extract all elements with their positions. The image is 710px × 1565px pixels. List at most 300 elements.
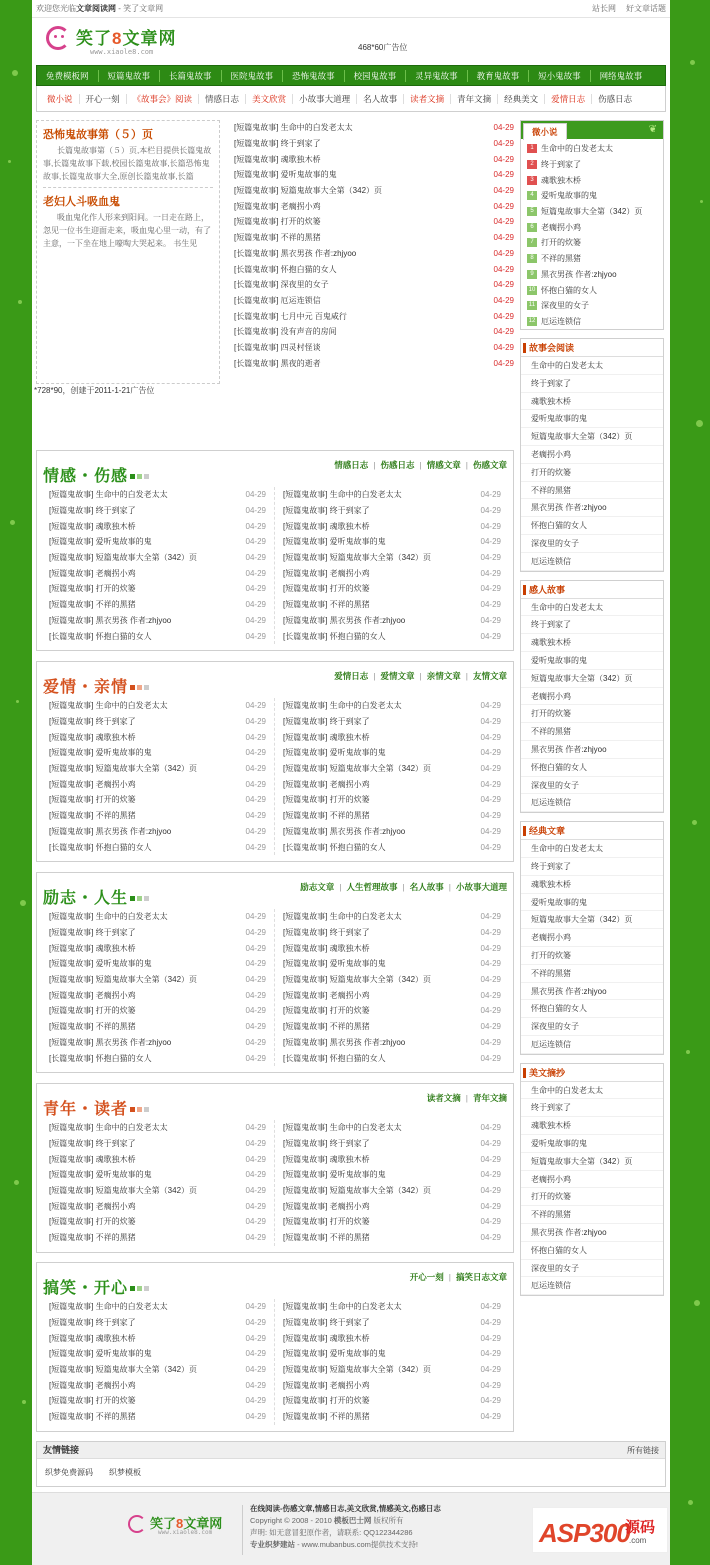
table-row[interactable] — [283, 613, 501, 629]
item-title[interactable]: [短篇鬼故事] 打开的炊篓 — [283, 1217, 370, 1227]
item-title[interactable]: [短篇鬼故事] 魂歌独木桥 — [49, 1333, 136, 1343]
item-title[interactable]: [长篇鬼故事] 四灵村怪谈 — [234, 342, 321, 352]
item-title[interactable]: [短篇鬼故事] 魂歌独木桥 — [283, 521, 370, 531]
section-link[interactable]: 励志文章 — [300, 882, 335, 892]
item-title[interactable]: [短篇鬼故事] 魂歌独木桥 — [49, 521, 136, 531]
item-title[interactable]: [短篇鬼故事] 老瘸拐小鸡 — [283, 1201, 370, 1211]
table-row[interactable] — [49, 940, 266, 956]
item-title[interactable]: [短篇鬼故事] 短篇鬼故事大全第（342）页 — [283, 1365, 432, 1375]
table-row[interactable] — [49, 487, 266, 503]
item-title[interactable]: [短篇鬼故事] 不祥的黑猪 — [49, 600, 136, 610]
list-item[interactable] — [521, 219, 663, 235]
item-title[interactable]: [短篇鬼故事] 生命中的白发老太太 — [283, 1123, 402, 1133]
item-title[interactable]: [短篇鬼故事] 老瘸拐小鸡 — [49, 990, 136, 1000]
item-title[interactable]: [短篇鬼故事] 短篇鬼故事大全第（342）页 — [49, 1186, 198, 1196]
item-title[interactable]: [短篇鬼故事] 生命中的白发老太太 — [283, 912, 402, 922]
section-link[interactable]: 小故事大道理 — [455, 882, 507, 892]
item-title[interactable]: [短篇鬼故事] 老瘸拐小鸡 — [283, 1380, 370, 1390]
item-title[interactable]: [短篇鬼故事] 短篇鬼故事大全第（342）页 — [49, 1365, 198, 1375]
table-row[interactable] — [49, 1393, 266, 1409]
list-item[interactable] — [234, 261, 514, 277]
table-row[interactable] — [49, 698, 266, 714]
sub-nav-item[interactable]: 小故事大道理 — [293, 94, 357, 104]
sub-nav-item[interactable]: 青年文摘 — [451, 94, 498, 104]
item-title[interactable]: [短篇鬼故事] 终于到家了 — [49, 506, 136, 516]
table-row[interactable] — [283, 581, 501, 597]
list-item[interactable]: 不祥的黑猪 — [521, 482, 663, 500]
item-title[interactable]: [短篇鬼故事] 老瘸拐小鸡 — [283, 568, 370, 578]
table-row[interactable] — [283, 698, 501, 714]
list-item[interactable] — [521, 188, 663, 204]
table-row[interactable] — [49, 925, 266, 941]
list-item[interactable]: 终于到家了 — [521, 1099, 663, 1117]
list-item[interactable] — [234, 355, 514, 371]
top-link-topic[interactable]: 好文章话题 — [626, 4, 666, 13]
item-title[interactable]: [短篇鬼故事] 爱听鬼故事的鬼 — [49, 1170, 152, 1180]
table-row[interactable] — [283, 792, 501, 808]
list-item[interactable] — [234, 151, 514, 167]
item-title[interactable]: [短篇鬼故事] 打开的炊篓 — [283, 1006, 370, 1016]
item-title[interactable]: [短篇鬼故事] 短篇鬼故事大全第（342）页 — [234, 186, 383, 196]
list-item[interactable]: 老瘸拐小鸡 — [521, 929, 663, 947]
main-nav-item[interactable]: 灵异鬼故事 — [406, 70, 468, 82]
item-title[interactable]: [短篇鬼故事] 生命中的白发老太太 — [234, 123, 353, 133]
list-item[interactable] — [234, 308, 514, 324]
list-item[interactable]: 短篇鬼故事大全第（342）页 — [521, 428, 663, 446]
sub-nav-item[interactable]: 经典美文 — [498, 94, 545, 104]
section-link[interactable]: 爱情文章 — [380, 671, 415, 681]
table-row[interactable] — [49, 1167, 266, 1183]
item-title[interactable]: [短篇鬼故事] 不祥的黑猪 — [283, 811, 370, 821]
item-title[interactable]: [长篇鬼故事] 七月中元 百鬼咸行 — [234, 311, 347, 321]
list-item[interactable]: 终于到家了 — [521, 375, 663, 393]
sub-nav-item[interactable]: 微小说 — [41, 94, 80, 104]
item-title[interactable]: [短篇鬼故事] 终于到家了 — [234, 139, 321, 149]
table-row[interactable] — [49, 1315, 266, 1331]
item-title[interactable]: [短篇鬼故事] 黑衣男孩 作者:zhjyoo — [49, 615, 172, 625]
item-title[interactable]: [短篇鬼故事] 生命中的白发老太太 — [283, 701, 402, 711]
list-item[interactable]: 生命中的白发老太太 — [521, 840, 663, 858]
item-title[interactable]: [短篇鬼故事] 不祥的黑猪 — [49, 811, 136, 821]
section-link[interactable]: 开心一刻 — [409, 1272, 444, 1282]
list-item[interactable]: 生命中的白发老太太 — [521, 599, 663, 617]
list-item[interactable]: 老瘸拐小鸡 — [521, 446, 663, 464]
section-title[interactable] — [43, 463, 149, 486]
table-row[interactable] — [49, 761, 266, 777]
list-item[interactable]: 厄运连锁信 — [521, 794, 663, 812]
list-item[interactable] — [521, 282, 663, 298]
list-item[interactable]: 短篇鬼故事大全第（342）页 — [521, 1153, 663, 1171]
friend-link[interactable]: 织梦模板 — [109, 1468, 141, 1477]
item-title[interactable]: [短篇鬼故事] 打开的炊篓 — [49, 1217, 136, 1227]
section-link[interactable]: 名人故事 — [409, 882, 444, 892]
list-item[interactable] — [521, 172, 663, 188]
table-row[interactable] — [283, 1183, 501, 1199]
table-row[interactable] — [283, 1230, 501, 1246]
item-title[interactable]: [短篇鬼故事] 爱听鬼故事的鬼 — [283, 1349, 386, 1359]
item-title[interactable]: [短篇鬼故事] 魂歌独木桥 — [283, 943, 370, 953]
item-title[interactable]: [长篇鬼故事] 怀抱白猫的女人 — [49, 842, 152, 852]
table-row[interactable] — [49, 518, 266, 534]
item-title[interactable]: [短篇鬼故事] 短篇鬼故事大全第（342）页 — [283, 1186, 432, 1196]
table-row[interactable] — [49, 581, 266, 597]
item-title[interactable]: [短篇鬼故事] 爱听鬼故事的鬼 — [49, 959, 152, 969]
list-item[interactable]: 打开的炊篓 — [521, 464, 663, 482]
table-row[interactable] — [49, 808, 266, 824]
item-title[interactable]: [短篇鬼故事] 黑衣男孩 作者:zhjyoo — [49, 826, 172, 836]
table-row[interactable] — [283, 1003, 501, 1019]
main-nav-item[interactable]: 免费模板网 — [37, 70, 99, 82]
table-row[interactable] — [49, 1050, 266, 1066]
table-row[interactable] — [283, 565, 501, 581]
item-title[interactable]: 黑衣男孩 作者:zhjyoo — [541, 269, 617, 279]
section-link[interactable]: 搞笑日志文章 — [455, 1272, 507, 1282]
list-item[interactable] — [521, 251, 663, 267]
item-title[interactable]: [短篇鬼故事] 不祥的黑猪 — [283, 1022, 370, 1032]
list-item[interactable]: 黑衣男孩 作者:zhjyoo — [521, 1224, 663, 1242]
sub-nav-item[interactable]: 情感日志 — [199, 94, 246, 104]
list-item[interactable] — [234, 214, 514, 230]
list-item[interactable]: 深夜里的女子 — [521, 777, 663, 795]
table-row[interactable] — [283, 1198, 501, 1214]
list-item[interactable] — [234, 340, 514, 356]
section-link[interactable]: 读者文摘 — [426, 1093, 461, 1103]
item-title[interactable]: 终于到家了 — [541, 160, 581, 170]
table-row[interactable] — [49, 550, 266, 566]
item-title[interactable]: [短篇鬼故事] 打开的炊篓 — [283, 1396, 370, 1406]
item-title[interactable]: [短篇鬼故事] 不祥的黑猪 — [283, 600, 370, 610]
list-item[interactable] — [521, 204, 663, 220]
item-title[interactable]: 爱听鬼故事的鬼 — [541, 191, 597, 201]
table-row[interactable] — [283, 1377, 501, 1393]
item-title[interactable]: 生命中的白发老太太 — [541, 144, 613, 154]
list-item[interactable] — [521, 157, 663, 173]
table-row[interactable] — [49, 597, 266, 613]
sidebar-box-title[interactable]: 故事会阅读 — [521, 339, 663, 357]
item-title[interactable]: 怀抱白猫的女人 — [541, 285, 597, 295]
list-item[interactable] — [234, 293, 514, 309]
table-row[interactable] — [283, 761, 501, 777]
table-row[interactable] — [49, 1019, 266, 1035]
list-item[interactable] — [234, 246, 514, 262]
item-title[interactable]: [短篇鬼故事] 不祥的黑猪 — [283, 1412, 370, 1422]
table-row[interactable] — [49, 1214, 266, 1230]
item-title[interactable]: [短篇鬼故事] 黑衣男孩 作者:zhjyoo — [283, 615, 406, 625]
item-title[interactable]: [短篇鬼故事] 短篇鬼故事大全第（342）页 — [49, 975, 198, 985]
item-title[interactable]: 短篇鬼故事大全第（342）页 — [541, 207, 643, 217]
table-row[interactable] — [283, 1299, 501, 1315]
list-item[interactable]: 不祥的黑猪 — [521, 965, 663, 983]
table-row[interactable] — [49, 729, 266, 745]
item-title[interactable]: [短篇鬼故事] 黑衣男孩 作者:zhjyoo — [283, 826, 406, 836]
item-title[interactable]: [短篇鬼故事] 终于到家了 — [49, 1139, 136, 1149]
table-row[interactable] — [49, 1409, 266, 1425]
item-title[interactable]: [短篇鬼故事] 爱听鬼故事的鬼 — [283, 748, 386, 758]
sub-nav-item[interactable]: 名人故事 — [357, 94, 404, 104]
list-item[interactable]: 魂歌独木桥 — [521, 634, 663, 652]
item-title[interactable]: [短篇鬼故事] 爱听鬼故事的鬼 — [283, 959, 386, 969]
list-item[interactable]: 深夜里的女子 — [521, 1018, 663, 1036]
item-title[interactable]: [长篇鬼故事] 没有声音的房间 — [234, 327, 337, 337]
list-item[interactable]: 魂歌独木桥 — [521, 876, 663, 894]
item-title[interactable]: [短篇鬼故事] 不祥的黑猪 — [234, 233, 321, 243]
table-row[interactable] — [49, 1330, 266, 1346]
table-row[interactable] — [283, 1214, 501, 1230]
list-item[interactable]: 打开的炊篓 — [521, 947, 663, 965]
item-title[interactable]: [短篇鬼故事] 打开的炊篓 — [49, 1396, 136, 1406]
list-item[interactable] — [521, 314, 663, 330]
table-row[interactable] — [283, 518, 501, 534]
table-row[interactable] — [283, 956, 501, 972]
list-item[interactable]: 怀抱白猫的女人 — [521, 1000, 663, 1018]
table-row[interactable] — [283, 1136, 501, 1152]
section-link[interactable]: 人生哲理故事 — [346, 882, 398, 892]
list-item[interactable] — [521, 298, 663, 314]
item-title[interactable]: [短篇鬼故事] 老瘸拐小鸡 — [49, 1201, 136, 1211]
item-title[interactable]: [短篇鬼故事] 终于到家了 — [283, 506, 370, 516]
table-row[interactable] — [283, 1362, 501, 1378]
section-title[interactable] — [43, 1275, 149, 1298]
table-row[interactable] — [283, 745, 501, 761]
table-row[interactable] — [49, 987, 266, 1003]
item-title[interactable]: [短篇鬼故事] 老瘸拐小鸡 — [49, 568, 136, 578]
item-title[interactable]: 厄运连锁信 — [541, 316, 581, 326]
item-title[interactable]: [短篇鬼故事] 终于到家了 — [49, 928, 136, 938]
table-row[interactable] — [283, 503, 501, 519]
list-item[interactable]: 老瘸拐小鸡 — [521, 688, 663, 706]
list-item[interactable]: 爱听鬼故事的鬼 — [521, 1135, 663, 1153]
section-link[interactable]: 亲情文章 — [426, 671, 461, 681]
main-nav-item[interactable]: 短篇鬼故事 — [99, 70, 161, 82]
sidebar-box-title[interactable]: 经典文章 — [521, 822, 663, 840]
table-row[interactable] — [283, 729, 501, 745]
list-item[interactable] — [234, 198, 514, 214]
item-title[interactable]: [长篇鬼故事] 怀抱白猫的女人 — [283, 631, 386, 641]
table-row[interactable] — [283, 972, 501, 988]
item-title[interactable]: [长篇鬼故事] 黑衣男孩 作者:zhjyoo — [234, 248, 357, 258]
item-title[interactable]: [短篇鬼故事] 终于到家了 — [283, 928, 370, 938]
table-row[interactable] — [49, 1183, 266, 1199]
list-item[interactable] — [234, 136, 514, 152]
section-link[interactable]: 爱情日志 — [334, 671, 369, 681]
item-title[interactable]: [短篇鬼故事] 不祥的黑猪 — [49, 1412, 136, 1422]
list-item[interactable]: 怀抱白猫的女人 — [521, 759, 663, 777]
table-row[interactable] — [283, 839, 501, 855]
item-title[interactable]: [短篇鬼故事] 老瘸拐小鸡 — [283, 990, 370, 1000]
item-title[interactable]: [短篇鬼故事] 爱听鬼故事的鬼 — [283, 1170, 386, 1180]
main-nav-item[interactable]: 长篇鬼故事 — [160, 70, 222, 82]
item-title[interactable]: [短篇鬼故事] 打开的炊篓 — [283, 795, 370, 805]
item-title[interactable]: [短篇鬼故事] 爱听鬼故事的鬼 — [234, 170, 337, 180]
main-nav-item[interactable]: 教育鬼故事 — [468, 70, 530, 82]
table-row[interactable] — [283, 776, 501, 792]
list-item[interactable] — [234, 120, 514, 136]
list-item[interactable] — [234, 167, 514, 183]
main-nav-item[interactable]: 校园鬼故事 — [345, 70, 407, 82]
top-link-zhanzhang[interactable]: 站长网 — [592, 4, 616, 13]
featured-title[interactable]: 老妇人斗吸血鬼 — [43, 196, 120, 208]
table-row[interactable] — [283, 534, 501, 550]
list-item[interactable]: 短篇鬼故事大全第（342）页 — [521, 670, 663, 688]
item-title[interactable]: [短篇鬼故事] 魂歌独木桥 — [49, 943, 136, 953]
table-row[interactable] — [49, 972, 266, 988]
item-title[interactable]: [短篇鬼故事] 打开的炊篓 — [49, 1006, 136, 1016]
list-item[interactable]: 深夜里的女子 — [521, 1260, 663, 1278]
table-row[interactable] — [283, 1346, 501, 1362]
list-item[interactable]: 短篇鬼故事大全第（342）页 — [521, 911, 663, 929]
table-row[interactable] — [49, 776, 266, 792]
table-row[interactable] — [49, 839, 266, 855]
item-title[interactable]: [短篇鬼故事] 短篇鬼故事大全第（342）页 — [49, 553, 198, 563]
sub-nav-item[interactable]: 读者文摘 — [404, 94, 451, 104]
item-title[interactable]: 不祥的黑猪 — [541, 254, 581, 264]
main-nav-item[interactable]: 恐怖鬼故事 — [283, 70, 345, 82]
all-links[interactable]: 所有链接 — [627, 1446, 659, 1455]
sub-nav-item[interactable]: 伤感日志 — [598, 93, 633, 104]
item-title[interactable]: [短篇鬼故事] 不祥的黑猪 — [49, 1022, 136, 1032]
list-item[interactable]: 怀抱白猫的女人 — [521, 517, 663, 535]
list-item[interactable]: 不祥的黑猪 — [521, 723, 663, 741]
table-row[interactable] — [49, 628, 266, 644]
table-row[interactable] — [49, 534, 266, 550]
item-title[interactable]: [短篇鬼故事] 打开的炊篓 — [283, 584, 370, 594]
item-title[interactable]: [短篇鬼故事] 不祥的黑猪 — [49, 1233, 136, 1243]
item-title[interactable]: [短篇鬼故事] 生命中的白发老太太 — [49, 1123, 168, 1133]
footer-company[interactable]: 模板巴士网 — [333, 1516, 372, 1525]
table-row[interactable] — [49, 1035, 266, 1051]
section-title[interactable] — [43, 885, 149, 908]
list-item[interactable]: 生命中的白发老太太 — [521, 1082, 663, 1100]
item-title[interactable]: [短篇鬼故事] 终于到家了 — [49, 717, 136, 727]
table-row[interactable] — [49, 1230, 266, 1246]
list-item[interactable] — [234, 324, 514, 340]
item-title[interactable]: [短篇鬼故事] 爱听鬼故事的鬼 — [49, 537, 152, 547]
item-title[interactable]: [短篇鬼故事] 不祥的黑猪 — [283, 1233, 370, 1243]
weixiaoshuo-title[interactable]: 微小说 — [523, 123, 567, 140]
item-title[interactable]: [长篇鬼故事] 厄运连锁信 — [234, 295, 321, 305]
list-item[interactable]: 深夜里的女子 — [521, 535, 663, 553]
table-row[interactable] — [49, 1299, 266, 1315]
item-title[interactable]: [长篇鬼故事] 怀抱白猫的女人 — [234, 264, 337, 274]
item-title[interactable]: [短篇鬼故事] 生命中的白发老太太 — [283, 1302, 402, 1312]
item-title[interactable]: [长篇鬼故事] 怀抱白猫的女人 — [49, 631, 152, 641]
table-row[interactable] — [49, 1136, 266, 1152]
sub-nav-item[interactable]: 开心一刻 — [80, 94, 127, 104]
table-row[interactable] — [283, 714, 501, 730]
table-row[interactable] — [283, 1167, 501, 1183]
list-item[interactable]: 魂歌独木桥 — [521, 393, 663, 411]
item-title[interactable]: [短篇鬼故事] 终于到家了 — [49, 1318, 136, 1328]
item-title[interactable]: [短篇鬼故事] 魂歌独木桥 — [49, 732, 136, 742]
list-item[interactable]: 厄运连锁信 — [521, 1036, 663, 1054]
item-title[interactable]: [长篇鬼故事] 怀抱白猫的女人 — [49, 1053, 152, 1063]
table-row[interactable] — [283, 824, 501, 840]
section-title[interactable] — [43, 674, 149, 697]
main-nav-item[interactable]: 网络鬼故事 — [599, 70, 643, 81]
table-row[interactable] — [283, 940, 501, 956]
table-row[interactable] — [49, 824, 266, 840]
item-title[interactable]: [短篇鬼故事] 终于到家了 — [283, 1318, 370, 1328]
list-item[interactable]: 不祥的黑猪 — [521, 1206, 663, 1224]
section-link[interactable]: 青年文摘 — [472, 1093, 507, 1103]
table-row[interactable] — [49, 565, 266, 581]
item-title[interactable]: [长篇鬼故事] 怀抱白猫的女人 — [283, 1053, 386, 1063]
table-row[interactable] — [283, 909, 501, 925]
table-row[interactable] — [49, 792, 266, 808]
section-link[interactable]: 伤感文章 — [472, 460, 507, 470]
table-row[interactable] — [49, 613, 266, 629]
item-title[interactable]: [长篇鬼故事] 深夜里的女子 — [234, 280, 329, 290]
table-row[interactable] — [283, 1035, 501, 1051]
item-title[interactable]: [短篇鬼故事] 生命中的白发老太太 — [49, 490, 168, 500]
table-row[interactable] — [283, 1120, 501, 1136]
list-item[interactable]: 打开的炊篓 — [521, 1188, 663, 1206]
item-title[interactable]: [短篇鬼故事] 魂歌独木桥 — [283, 1333, 370, 1343]
table-row[interactable] — [283, 487, 501, 503]
item-title[interactable]: [短篇鬼故事] 爱听鬼故事的鬼 — [49, 748, 152, 758]
table-row[interactable] — [283, 808, 501, 824]
item-title[interactable]: [短篇鬼故事] 打开的炊篓 — [49, 795, 136, 805]
item-title[interactable]: [短篇鬼故事] 黑衣男孩 作者:zhjyoo — [283, 1037, 406, 1047]
list-item[interactable] — [234, 277, 514, 293]
list-item[interactable]: 黑衣男孩 作者:zhjyoo — [521, 983, 663, 1001]
table-row[interactable] — [49, 714, 266, 730]
item-title[interactable]: 魂歌独木桥 — [541, 175, 581, 185]
list-item[interactable]: 怀抱白猫的女人 — [521, 1242, 663, 1260]
list-item[interactable] — [521, 235, 663, 251]
item-title[interactable]: [短篇鬼故事] 短篇鬼故事大全第（342）页 — [283, 553, 432, 563]
table-row[interactable] — [49, 503, 266, 519]
section-title[interactable] — [43, 1096, 149, 1119]
table-row[interactable] — [49, 1003, 266, 1019]
table-row[interactable] — [283, 1019, 501, 1035]
table-row[interactable] — [49, 1151, 266, 1167]
item-title[interactable]: 打开的炊篓 — [541, 238, 581, 248]
item-title[interactable]: [短篇鬼故事] 生命中的白发老太太 — [49, 701, 168, 711]
table-row[interactable] — [283, 1151, 501, 1167]
section-link[interactable]: 情感文章 — [426, 460, 461, 470]
list-item[interactable]: 魂歌独木桥 — [521, 1117, 663, 1135]
item-title[interactable]: [短篇鬼故事] 黑衣男孩 作者:zhjyoo — [49, 1037, 172, 1047]
item-title[interactable]: [短篇鬼故事] 生命中的白发老太太 — [49, 912, 168, 922]
item-title[interactable]: [短篇鬼故事] 魂歌独木桥 — [283, 732, 370, 742]
welcome-site[interactable]: 文章阅读网 — [76, 4, 116, 13]
table-row[interactable] — [49, 1120, 266, 1136]
list-item[interactable] — [521, 141, 663, 157]
table-row[interactable] — [283, 1393, 501, 1409]
item-title[interactable]: [短篇鬼故事] 爱听鬼故事的鬼 — [283, 537, 386, 547]
item-title[interactable]: [长篇鬼故事] 怀抱白猫的女人 — [283, 842, 386, 852]
friend-link[interactable]: 织梦免费源码 — [45, 1468, 93, 1477]
sidebar-box-title[interactable]: 感人故事 — [521, 581, 663, 599]
table-row[interactable] — [49, 1377, 266, 1393]
table-row[interactable] — [49, 909, 266, 925]
item-title[interactable]: [短篇鬼故事] 短篇鬼故事大全第（342）页 — [283, 764, 432, 774]
sidebar-box-title[interactable]: 美文摘抄 — [521, 1064, 663, 1082]
list-item[interactable]: 厄运连锁信 — [521, 1277, 663, 1295]
item-title[interactable]: [短篇鬼故事] 生命中的白发老太太 — [283, 490, 402, 500]
item-title[interactable]: [短篇鬼故事] 短篇鬼故事大全第（342）页 — [283, 975, 432, 985]
table-row[interactable] — [283, 1315, 501, 1331]
sub-nav-item[interactable]: 爱情日志 — [545, 94, 592, 104]
item-title[interactable]: [短篇鬼故事] 老瘸拐小鸡 — [234, 201, 321, 211]
item-title[interactable]: [短篇鬼故事] 终于到家了 — [283, 1139, 370, 1149]
item-title[interactable]: [短篇鬼故事] 老瘸拐小鸡 — [49, 1380, 136, 1390]
list-item[interactable]: 老瘸拐小鸡 — [521, 1171, 663, 1189]
list-item[interactable]: 黑衣男孩 作者:zhjyoo — [521, 741, 663, 759]
table-row[interactable] — [283, 597, 501, 613]
table-row[interactable] — [49, 745, 266, 761]
